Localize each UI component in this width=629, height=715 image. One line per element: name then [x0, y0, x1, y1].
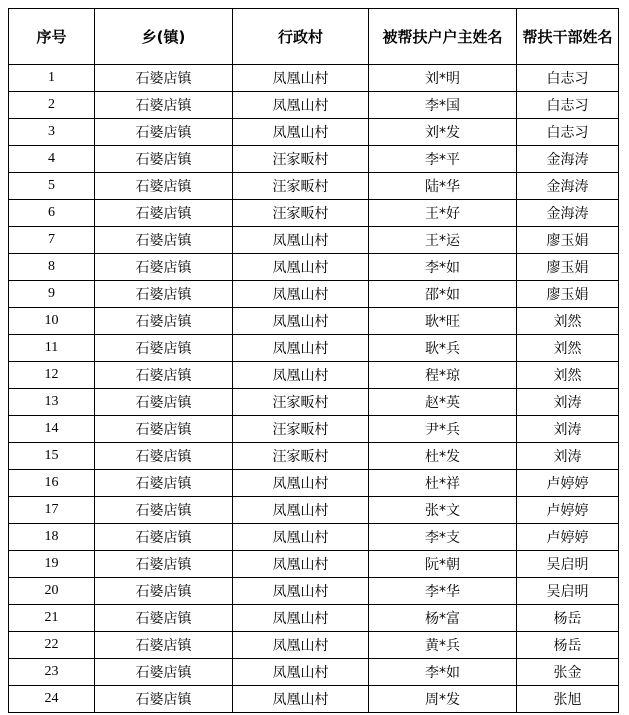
assistance-table: [8, 8, 619, 713]
cell-serial: 12: [9, 362, 95, 389]
table-row: [9, 65, 619, 92]
cell-township: 石婆店镇: [95, 605, 233, 632]
cell-township: 石婆店镇: [95, 632, 233, 659]
cell-village: 凤凰山村: [233, 362, 369, 389]
cell-village: 汪家畈村: [233, 416, 369, 443]
table-row: [9, 659, 619, 686]
cell-cadre: 刘然: [517, 335, 619, 362]
cell-household-head: 张*文: [369, 497, 517, 524]
cell-cadre: 白志习: [517, 119, 619, 146]
cell-serial: 9: [9, 281, 95, 308]
table-row: [9, 632, 619, 659]
cell-serial: 14: [9, 416, 95, 443]
cell-cadre: 白志习: [517, 65, 619, 92]
cell-cadre: 吴启明: [517, 551, 619, 578]
cell-serial: 16: [9, 470, 95, 497]
cell-township: 石婆店镇: [95, 119, 233, 146]
cell-township: 石婆店镇: [95, 362, 233, 389]
cell-township: 石婆店镇: [95, 335, 233, 362]
cell-household-head: 李*支: [369, 524, 517, 551]
table-row: [9, 578, 619, 605]
cell-cadre: 吴启明: [517, 578, 619, 605]
cell-cadre: 张金: [517, 659, 619, 686]
cell-township: 石婆店镇: [95, 686, 233, 713]
cell-cadre: 金海涛: [517, 146, 619, 173]
cell-village: 凤凰山村: [233, 254, 369, 281]
cell-cadre: 刘然: [517, 362, 619, 389]
cell-serial: 23: [9, 659, 95, 686]
table-row: [9, 362, 619, 389]
cell-village: 汪家畈村: [233, 173, 369, 200]
table-row: [9, 497, 619, 524]
cell-cadre: 金海涛: [517, 173, 619, 200]
cell-township: 石婆店镇: [95, 551, 233, 578]
cell-household-head: 刘*明: [369, 65, 517, 92]
cell-village: 凤凰山村: [233, 659, 369, 686]
cell-household-head: 陆*华: [369, 173, 517, 200]
cell-household-head: 黄*兵: [369, 632, 517, 659]
cell-household-head: 杨*富: [369, 605, 517, 632]
table-row: [9, 119, 619, 146]
cell-township: 石婆店镇: [95, 281, 233, 308]
header-serial: 序号: [9, 9, 95, 65]
cell-township: 石婆店镇: [95, 578, 233, 605]
cell-household-head: 尹*兵: [369, 416, 517, 443]
cell-serial: 24: [9, 686, 95, 713]
cell-household-head: 阮*朝: [369, 551, 517, 578]
table-row: [9, 686, 619, 713]
cell-serial: 4: [9, 146, 95, 173]
cell-cadre: 刘涛: [517, 443, 619, 470]
header-township: 乡(镇): [95, 9, 233, 65]
cell-household-head: 李*国: [369, 92, 517, 119]
table-row: [9, 254, 619, 281]
cell-serial: 1: [9, 65, 95, 92]
table-row: [9, 524, 619, 551]
cell-village: 汪家畈村: [233, 200, 369, 227]
table-row: [9, 92, 619, 119]
cell-village: 汪家畈村: [233, 443, 369, 470]
cell-township: 石婆店镇: [95, 200, 233, 227]
cell-serial: 11: [9, 335, 95, 362]
table-row: [9, 416, 619, 443]
table-row: [9, 389, 619, 416]
cell-village: 凤凰山村: [233, 497, 369, 524]
cell-township: 石婆店镇: [95, 92, 233, 119]
cell-serial: 22: [9, 632, 95, 659]
cell-serial: 5: [9, 173, 95, 200]
cell-village: 凤凰山村: [233, 524, 369, 551]
cell-village: 凤凰山村: [233, 470, 369, 497]
table-row: [9, 335, 619, 362]
cell-township: 石婆店镇: [95, 254, 233, 281]
header-household-head: 被帮扶户户主姓名: [369, 9, 517, 65]
table-row: [9, 173, 619, 200]
cell-household-head: 杜*祥: [369, 470, 517, 497]
cell-cadre: 白志习: [517, 92, 619, 119]
cell-serial: 19: [9, 551, 95, 578]
cell-township: 石婆店镇: [95, 659, 233, 686]
cell-village: 汪家畈村: [233, 389, 369, 416]
cell-township: 石婆店镇: [95, 227, 233, 254]
cell-serial: 20: [9, 578, 95, 605]
cell-cadre: 卢婷婷: [517, 497, 619, 524]
cell-township: 石婆店镇: [95, 389, 233, 416]
cell-village: 凤凰山村: [233, 686, 369, 713]
cell-cadre: 张旭: [517, 686, 619, 713]
cell-serial: 7: [9, 227, 95, 254]
cell-village: 凤凰山村: [233, 632, 369, 659]
cell-household-head: 耿*旺: [369, 308, 517, 335]
cell-serial: 3: [9, 119, 95, 146]
cell-household-head: 程*琼: [369, 362, 517, 389]
cell-village: 凤凰山村: [233, 605, 369, 632]
cell-serial: 13: [9, 389, 95, 416]
table-row: [9, 470, 619, 497]
cell-household-head: 王*好: [369, 200, 517, 227]
cell-household-head: 周*发: [369, 686, 517, 713]
cell-household-head: 李*平: [369, 146, 517, 173]
cell-village: 凤凰山村: [233, 119, 369, 146]
table-row: [9, 281, 619, 308]
cell-cadre: 杨岳: [517, 632, 619, 659]
cell-cadre: 卢婷婷: [517, 524, 619, 551]
cell-household-head: 杜*发: [369, 443, 517, 470]
cell-household-head: 李*如: [369, 659, 517, 686]
header-village: 行政村: [233, 9, 369, 65]
cell-serial: 10: [9, 308, 95, 335]
cell-serial: 17: [9, 497, 95, 524]
cell-township: 石婆店镇: [95, 470, 233, 497]
cell-cadre: 廖玉娟: [517, 254, 619, 281]
cell-cadre: 金海涛: [517, 200, 619, 227]
cell-serial: 8: [9, 254, 95, 281]
cell-cadre: 杨岳: [517, 605, 619, 632]
cell-cadre: 廖玉娟: [517, 227, 619, 254]
cell-township: 石婆店镇: [95, 308, 233, 335]
cell-village: 凤凰山村: [233, 551, 369, 578]
table-row: [9, 200, 619, 227]
cell-serial: 2: [9, 92, 95, 119]
cell-household-head: 刘*发: [369, 119, 517, 146]
cell-household-head: 赵*英: [369, 389, 517, 416]
table-row: [9, 605, 619, 632]
cell-cadre: 刘涛: [517, 389, 619, 416]
cell-household-head: 李*华: [369, 578, 517, 605]
cell-village: 凤凰山村: [233, 227, 369, 254]
table-row: [9, 227, 619, 254]
cell-cadre: 刘涛: [517, 416, 619, 443]
cell-household-head: 王*运: [369, 227, 517, 254]
table-row: [9, 551, 619, 578]
cell-village: 凤凰山村: [233, 92, 369, 119]
cell-serial: 6: [9, 200, 95, 227]
cell-household-head: 邵*如: [369, 281, 517, 308]
cell-serial: 18: [9, 524, 95, 551]
cell-village: 汪家畈村: [233, 146, 369, 173]
table-row: [9, 443, 619, 470]
cell-township: 石婆店镇: [95, 524, 233, 551]
cell-serial: 21: [9, 605, 95, 632]
cell-township: 石婆店镇: [95, 173, 233, 200]
cell-village: 凤凰山村: [233, 335, 369, 362]
cell-village: 凤凰山村: [233, 65, 369, 92]
cell-cadre: 卢婷婷: [517, 470, 619, 497]
table-row: [9, 146, 619, 173]
cell-serial: 15: [9, 443, 95, 470]
cell-township: 石婆店镇: [95, 443, 233, 470]
cell-township: 石婆店镇: [95, 497, 233, 524]
cell-cadre: 廖玉娟: [517, 281, 619, 308]
cell-township: 石婆店镇: [95, 65, 233, 92]
cell-household-head: 耿*兵: [369, 335, 517, 362]
cell-township: 石婆店镇: [95, 416, 233, 443]
table-row: [9, 308, 619, 335]
cell-cadre: 刘然: [517, 308, 619, 335]
cell-village: 凤凰山村: [233, 578, 369, 605]
header-row: [9, 9, 619, 65]
cell-township: 石婆店镇: [95, 146, 233, 173]
cell-household-head: 李*如: [369, 254, 517, 281]
cell-village: 凤凰山村: [233, 281, 369, 308]
header-cadre: 帮扶干部姓名: [517, 9, 619, 65]
cell-village: 凤凰山村: [233, 308, 369, 335]
